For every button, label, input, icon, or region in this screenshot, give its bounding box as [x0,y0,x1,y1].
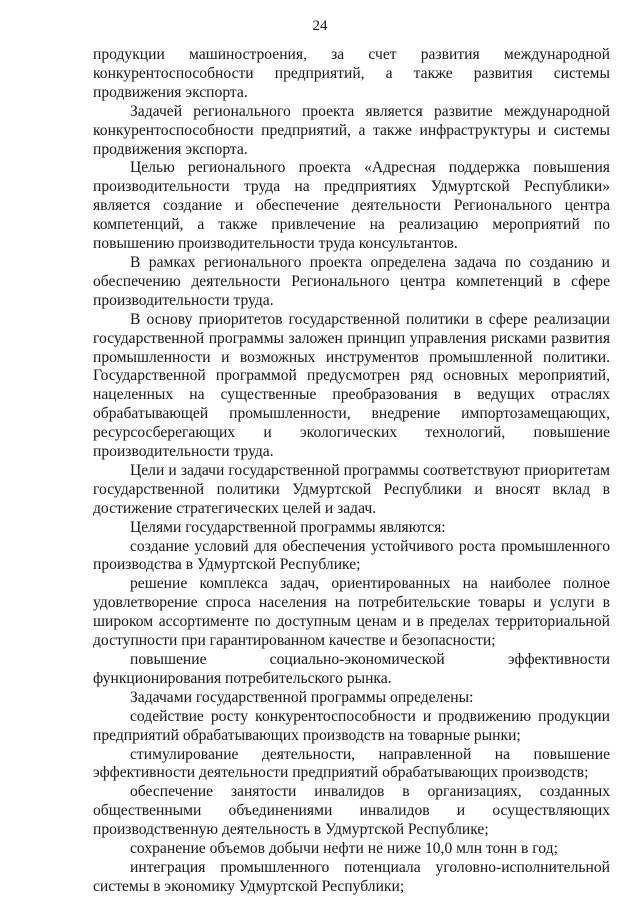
task-item: стимулирование деятельности, направленной на повышение эффективности деятельности предприятий обрабатывающих производств; [93,745,610,782]
task-item: обеспечение занятости инвалидов в организациях, созданных общественными объединениями инвалидов и осуществляющих производственную деятельность в Удмуртской Республике; [93,783,610,839]
goal-item: повышение социально-экономической эффективности функционирования потребительского рынка. [93,651,610,687]
paragraph-goals-alignment: Цели и задачи государственной программы соответствуют приоритетам государственной политики Удмуртской Республики и вносят вклад в достижение стратегических целей и задач. [93,461,610,517]
paragraph-continuation: продукции машиностроения, за счет развития международной конкурентоспособности предприятий, а также развития системы продвижения экспорта. [93,46,610,101]
paragraph-project-task: Задачей регионального проекта является развитие международной конкурентоспособности предприятий, а также инфраструктуры и системы продвижения экспорта. [93,102,610,158]
goal-item: решение комплекса задач, ориентированных на наиболее полное удовлетворение спроса населения на потребительские товары и услуги в широком ассортименте по доступным ценам и в пределах территориальной доступности при гарантированном качестве и безопасности; [93,575,610,650]
paragraph-goals-heading: Целями государственной программы являются: [130,518,446,536]
paragraph-policy-priorities: В основу приоритетов государственной политики в сфере реализации государственной программы заложен принцип управления рисками развития промышленности и возможных инструментов промышленной политики. Государственной программой предусмотрен ряд основных мероприятий, нацеленных на существенные преобразования в ведущих отраслях обрабатывающей промышленности, внедрение импортозамещающих, ресурсосберегающих и экологических технологий, повышение производительности труда. [93,310,610,461]
document-body [93,46,610,897]
task-item: интеграция промышленного потенциала уголовно-исполнительной системы в экономику Удмуртской Республики; [93,858,610,895]
task-item: сохранение объемов добычи нефти не ниже 10,0 млн тонн в год; [130,840,558,858]
task-item: содействие росту конкурентоспособности и продвижению продукции предприятий обрабатывающих производств на товарные рынки; [93,707,610,744]
paragraph-project-objective: В рамках регионального проекта определена задача по созданию и обеспечению деятельности Регионального центра компетенций в сфере производительности труда. [93,253,610,309]
page-number: 24 [312,18,328,34]
paragraph-project-goal: Целью регионального проекта «Адресная поддержка повышения производительности труда на предприятиях Удмуртской Республики» является создание и обеспечение деятельности Регионального центра компетенций, а также привлечение на реализацию мероприятий по повышению производительности труда консультантов. [93,159,610,253]
goal-item: создание условий для обеспечения устойчивого роста промышленного производства в Удмуртской Республике; [93,537,610,574]
paragraph-tasks-heading: Задачами государственной программы определены: [130,688,474,706]
